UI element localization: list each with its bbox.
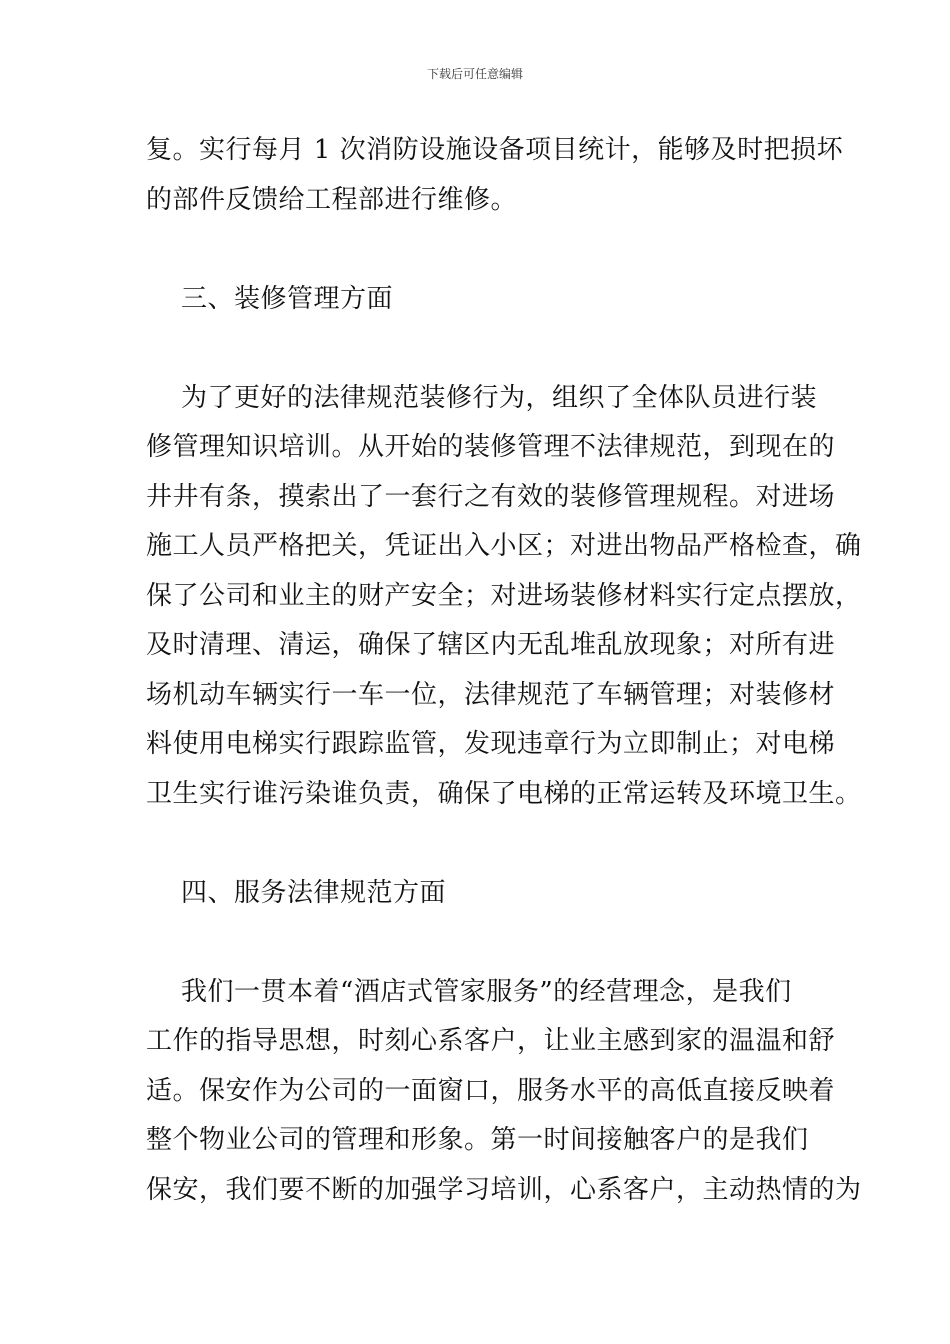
- paragraph-gap: [146, 819, 814, 869]
- text-line: 施工人员严格把关，凭证出入小区；对进出物品严格检查，确: [146, 531, 862, 561]
- text-line: 适。保安作为公司的一面窗口，服务水平的高低直接反映着: [146, 1075, 836, 1106]
- text-line: 的部件反馈给工程部进行维修。: [146, 184, 518, 215]
- page-header: 下载后可任意编辑: [426, 67, 523, 81]
- text-line: 整个物业公司的管理和形象。第一时间接触客户的是我们: [146, 1125, 809, 1155]
- text-line: 为了更好的法律规范装修行为，组织了全体队员进行装: [146, 382, 818, 413]
- text-line: 复。实行每月 1 次消防设施设备项目统计，能够及时把损坏: [146, 135, 844, 165]
- heading-text: 四、服务法律规范方面: [146, 877, 447, 908]
- text-line: 井井有条，摸索出了一套行之有效的装修管理规程。对进场: [146, 481, 836, 512]
- text-line: 卫生实行谁污染谁负责，确保了电梯的正常运转及环境卫生。: [146, 778, 862, 809]
- section-heading-service: [146, 869, 814, 919]
- paragraph-gap: [146, 225, 814, 275]
- paragraph-gap: [146, 918, 814, 968]
- paragraph-gap: [146, 324, 814, 374]
- text-line: 及时清理、清运，确保了辖区内无乱堆乱放现象；对所有进: [146, 630, 836, 660]
- section-heading-decoration: [146, 275, 814, 325]
- text-line: 工作的指导思想，时刻心系客户，让业主感到家的温温和舒: [146, 1026, 836, 1056]
- heading-text: 三、装修管理方面: [146, 283, 394, 314]
- document-body: [146, 126, 862, 1215]
- paragraph-decoration-management: [146, 374, 862, 820]
- text-line: 料使用电梯实行跟踪监管，发现违章行为立即制止；对电梯: [146, 729, 836, 759]
- text-line: 我们一贯本着“酒店式管家服务”的经营理念，是我们: [146, 976, 792, 1007]
- paragraph-service-standards: [146, 968, 862, 1216]
- paragraph-fire-facilities: [146, 126, 844, 225]
- text-line: 保安，我们要不断的加强学习培训，心系客户，主动热情的为: [146, 1174, 862, 1205]
- text-line: 修管理知识培训。从开始的装修管理不法律规范，到现在的: [146, 432, 836, 462]
- text-line: 保了公司和业主的财产安全；对进场装修材料实行定点摆放，: [146, 580, 862, 611]
- text-line: 场机动车辆实行一车一位，法律规范了车辆管理；对装修材: [146, 679, 836, 710]
